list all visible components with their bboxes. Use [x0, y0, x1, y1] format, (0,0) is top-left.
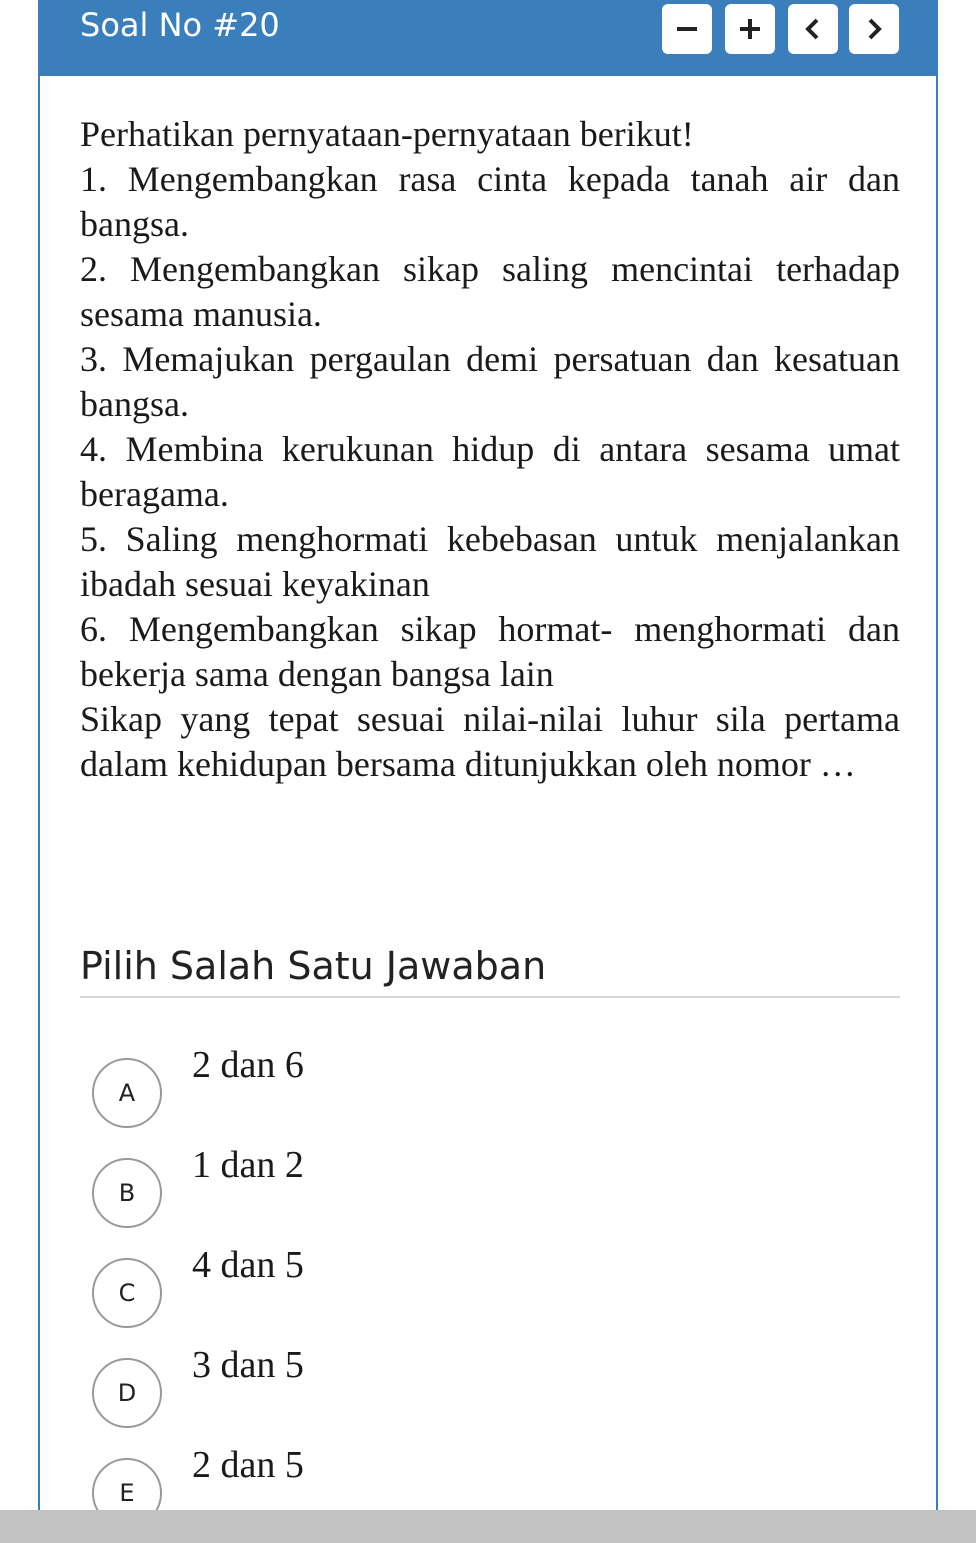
option-letter-e[interactable]: E: [92, 1458, 162, 1528]
answer-option-d[interactable]: [92, 1340, 900, 1420]
option-letter-a[interactable]: A: [92, 1058, 162, 1128]
option-text-b[interactable]: 1 dan 2: [192, 1144, 304, 1186]
zoom-in-button[interactable]: [725, 4, 775, 54]
question-text: [80, 112, 900, 787]
option-letter-b[interactable]: B: [92, 1158, 162, 1228]
question-prompt: Sikap yang tepat sesuai nilai-nilai luhur sila pertama dalam kehidupan bersama ditunjukkan oleh nomor …: [80, 699, 900, 784]
answer-option-c[interactable]: [92, 1240, 900, 1320]
option-text-a[interactable]: 2 dan 6: [192, 1044, 304, 1086]
statement-3: 3. Memajukan pergaulan demi persatuan dan kesatuan bangsa.: [80, 339, 900, 424]
statement-1: 1. Mengembangkan rasa cinta kepada tanah air dan bangsa.: [80, 159, 900, 244]
question-intro: Perhatikan pernyataan-pernyataan berikut!: [80, 114, 694, 154]
answer-option-e[interactable]: [92, 1440, 900, 1520]
plus-icon: [738, 17, 762, 41]
option-text-e[interactable]: 2 dan 5: [192, 1444, 304, 1486]
question-header: [40, 0, 936, 76]
zoom-out-button[interactable]: [662, 4, 712, 54]
statement-5: 5. Saling menghormati kebebasan untuk menjalankan ibadah sesuai keyakinan: [80, 519, 900, 604]
option-letter-c[interactable]: C: [92, 1258, 162, 1328]
statement-2: 2. Mengembangkan sikap saling mencintai terhadap sesama manusia.: [80, 249, 900, 334]
option-letter-d[interactable]: D: [92, 1358, 162, 1428]
option-text-d[interactable]: 3 dan 5: [192, 1344, 304, 1386]
previous-question-button[interactable]: [788, 4, 838, 54]
question-number-title: Soal No #20: [80, 6, 280, 44]
answer-option-b[interactable]: [92, 1140, 900, 1220]
minus-icon: [675, 17, 699, 41]
answer-prompt: Pilih Salah Satu Jawaban: [80, 940, 900, 998]
chevron-right-icon: [862, 17, 886, 41]
chevron-left-icon: [801, 17, 825, 41]
statement-6: 6. Mengembangkan sikap hormat- menghormati dan bekerja sama dengan bangsa lain: [80, 609, 900, 694]
next-question-button[interactable]: [849, 4, 899, 54]
answer-option-a[interactable]: [92, 1040, 900, 1120]
bottom-system-bar: [0, 1510, 976, 1543]
statement-4: 4. Membina kerukunan hidup di antara sesama umat beragama.: [80, 429, 900, 514]
question-card: [38, 0, 938, 1512]
option-text-c[interactable]: 4 dan 5: [192, 1244, 304, 1286]
